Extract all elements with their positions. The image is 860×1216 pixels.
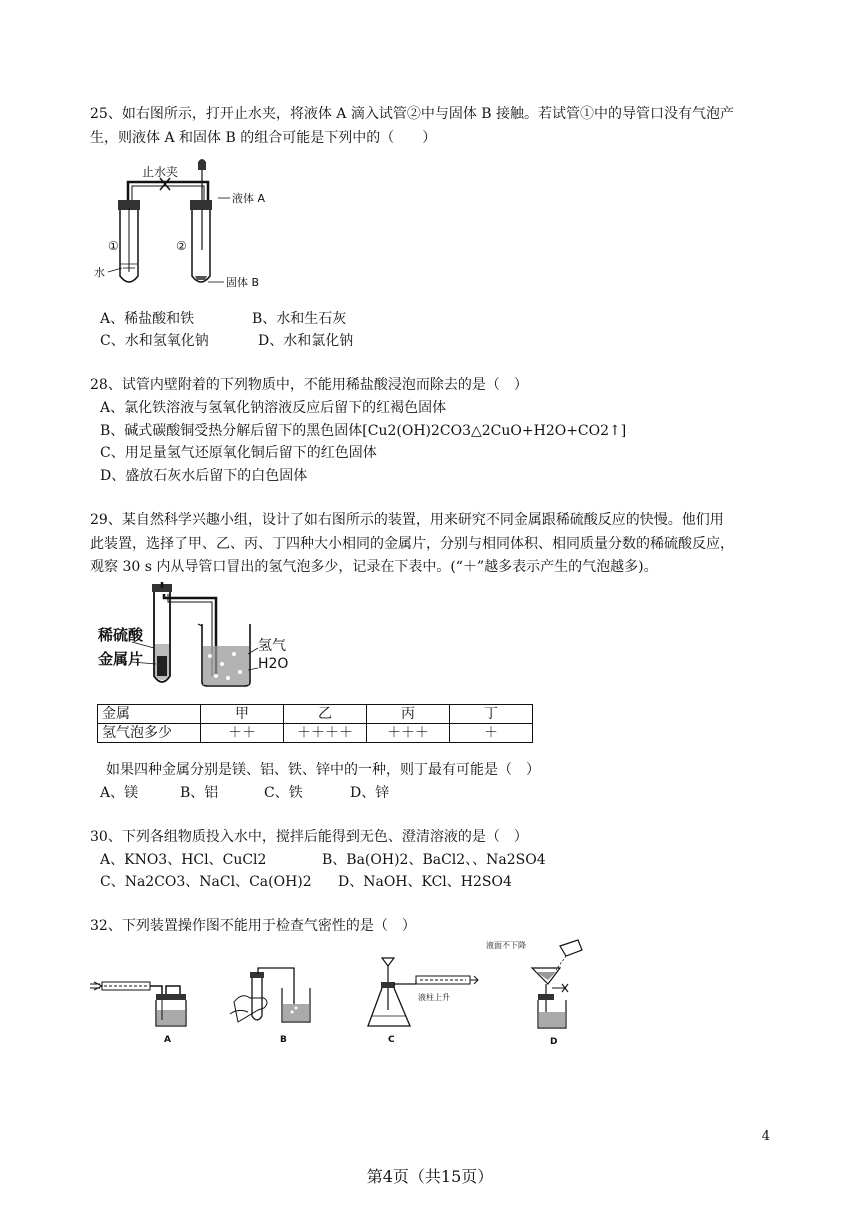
q29-stem-line1: 29、某自然科学兴趣小组，设计了如右图所示的装置，用来研究不同金属跟稀硫酸反应的快慢。他们用 [90, 512, 724, 528]
q28-stem: 28、试管内壁附着的下列物质中，不能用稀盐酸浸泡而除去的是（ ） [90, 377, 528, 393]
q32-stem: 32、下列装置操作图不能用于检查气密性的是（ ） [90, 918, 416, 934]
q29-bubble-table [97, 704, 533, 743]
q25-clamp-label: 止水夹 [142, 165, 179, 179]
q29-stem-line3: 观察 30 s 内从导管口冒出的氢气泡多少，记录在下表中。(“＋”越多表示产生的气泡越多)。 [90, 559, 658, 575]
q25-stem-line2: 生，则液体 A 和固体 B 的组合可能是下列中的（ ） [90, 130, 437, 146]
q29-option-c: C、铁 [264, 785, 303, 801]
q32-label-a: A [164, 1035, 171, 1045]
q32-d-note: 液面不下降 [486, 941, 526, 950]
q30-option-c: C、Na2CO3、NaCl、Ca(OH)2 [100, 874, 312, 890]
q28-option-b: B、碱式碳酸铜受热分解后留下的黑色固体[Cu2(OH)2CO3△2CuO+H2O+CO2↑] [100, 423, 627, 439]
q32-figure-c [364, 950, 494, 1048]
q25-water-label: 水 [94, 266, 105, 279]
q32-label-d: D [550, 1037, 558, 1047]
table-cell: 甲 [201, 705, 284, 724]
q29-metal-label: 金属片 [98, 650, 144, 668]
q30-option-a: A、KNO3、HCl、CuCl2 [100, 852, 267, 868]
table-cell: ＋＋ [201, 724, 284, 743]
table-cell: ＋＋＋ [367, 724, 450, 743]
q32-figure-a [90, 970, 200, 1048]
q28-option-c: C、用足量氢气还原氧化铜后留下的红色固体 [100, 445, 377, 461]
q25-apparatus-figure [90, 160, 280, 300]
q30-stem: 30、下列各组物质投入水中，搅拌后能得到无色、澄清溶液的是（ ） [90, 829, 528, 845]
q32-label-b: B [280, 1035, 287, 1045]
q28-option-a: A、氯化铁溶液与氢氧化钠溶液反应后留下的红褐色固体 [100, 400, 447, 416]
table-cell: 乙 [284, 705, 367, 724]
q30-option-d: D、NaOH、KCl、H2SO4 [338, 874, 512, 890]
q25-tube1-label: ① [108, 239, 119, 253]
table-cell: 金属 [98, 705, 201, 724]
q29-option-b: B、铝 [180, 785, 219, 801]
q29-apparatus-figure [98, 584, 308, 690]
q29-water-label: H2O [258, 656, 289, 672]
table-cell: 丁 [450, 705, 533, 724]
q29-question: 如果四种金属分别是镁、铝、铁、锌中的一种，则丁最有可能是（ ） [106, 762, 540, 778]
q28-option-d: D、盛放石灰水后留下的白色固体 [100, 468, 308, 484]
q25-option-c: C、水和氢氧化钠 [100, 333, 209, 349]
table-cell: ＋ [450, 724, 533, 743]
q29-stem-line2: 此装置，选择了甲、乙、丙、丁四种大小相同的金属片，分别与相同体积、相同质量分数的稀硫酸反应， [90, 536, 734, 552]
page-number: 4 [761, 1129, 770, 1144]
q25-stem-line1: 25、如右图所示，打开止水夹，将液体 A 滴入试管②中与固体 B 接触。若试管①中的导管口没有气泡产 [90, 106, 735, 122]
table-row [98, 724, 533, 743]
q32-label-c: C [388, 1035, 395, 1045]
q25-option-a: A、稀盐酸和铁 [100, 311, 195, 327]
q25-option-b: B、水和生石灰 [252, 311, 347, 327]
q32-figure-b [228, 962, 328, 1048]
table-row [98, 705, 533, 724]
q32-c-note: 液柱上升 [418, 993, 450, 1002]
q25-tube2-label: ② [176, 239, 187, 253]
q32-figure-d [486, 940, 596, 1048]
table-cell: ＋＋＋＋ [284, 724, 367, 743]
q30-option-b: B、Ba(OH)2、BaCl2、、Na2SO4 [322, 852, 546, 868]
q25-option-d: D、水和氯化钠 [258, 333, 354, 349]
table-cell: 丙 [367, 705, 450, 724]
q29-acid-label: 稀硫酸 [98, 626, 144, 644]
q29-option-a: A、镁 [100, 785, 139, 801]
q29-hydrogen-label: 氢气 [258, 638, 286, 654]
q25-solid-label: 固体 B [226, 276, 260, 289]
q25-liquid-label: 液体 A [232, 192, 266, 205]
table-cell: 氢气泡多少 [98, 724, 201, 743]
q29-option-d: D、锌 [350, 785, 390, 801]
page-footer: 第4页（共15页） [366, 1167, 494, 1186]
